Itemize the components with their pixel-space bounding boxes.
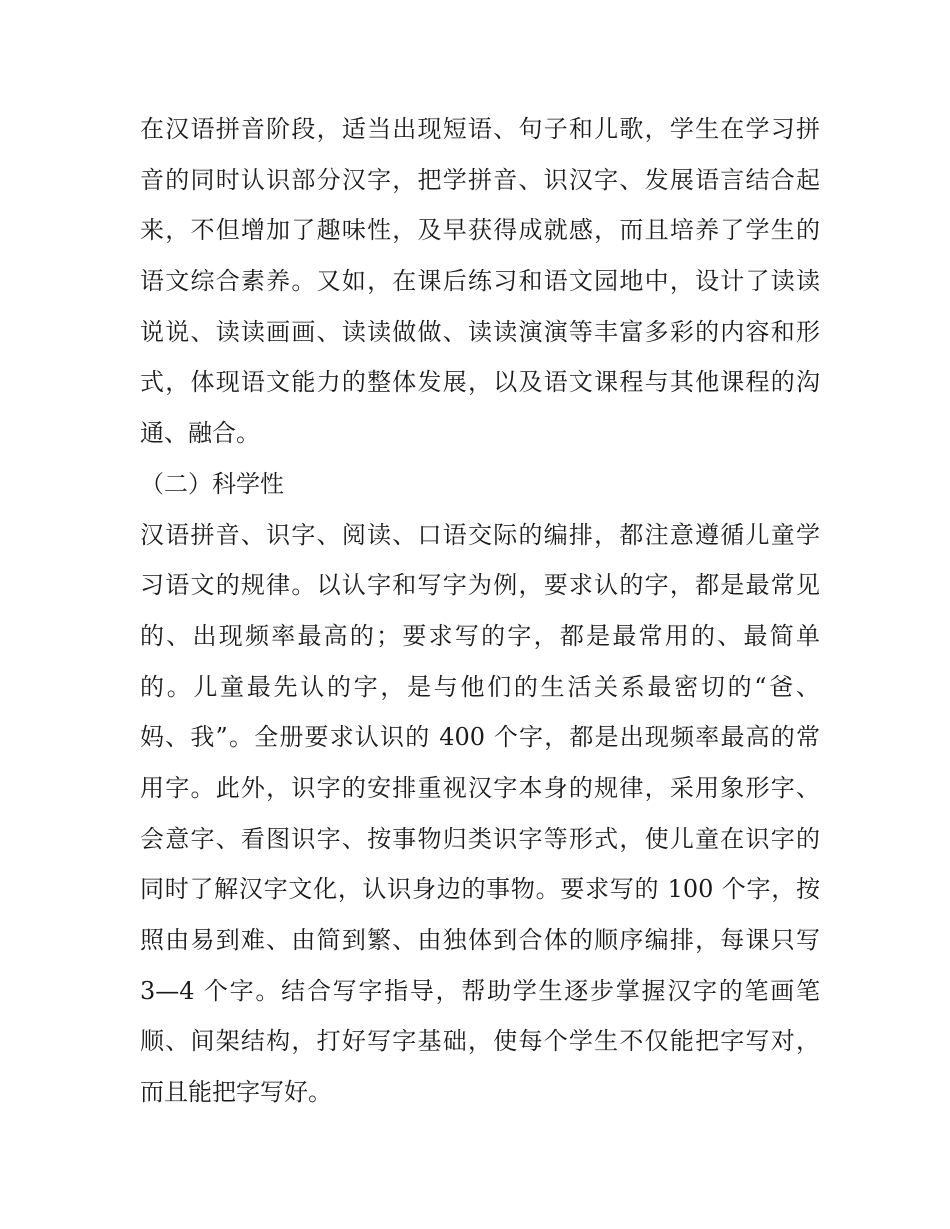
paragraph-line: 的、出现频率最高的；要求写的字，都是最常用的、最简单 bbox=[140, 621, 820, 650]
paragraph-line: 汉语拼音、识字、阅读、口语交际的编排，都注意遵循儿童学 bbox=[140, 520, 820, 549]
paragraph-line: 通、融合。 bbox=[140, 419, 260, 448]
section-heading: （二）科学性 bbox=[140, 469, 284, 498]
paragraph-line: 来，不但增加了趣味性，及早获得成就感，而且培养了学生的 bbox=[140, 216, 820, 245]
paragraph-line: 的。儿童最先认的字，是与他们的生活关系最密切的“爸、 bbox=[140, 672, 820, 701]
paragraph-line: 照由易到难、由简到繁、由独体到合体的顺序编排，每课只写 bbox=[140, 926, 820, 954]
paragraph-line: 说说、读读画画、读读做做、读读演演等丰富多彩的内容和形 bbox=[140, 317, 820, 346]
paragraph-line: 而且能把字写好。 bbox=[140, 1078, 332, 1107]
paragraph-line: 习语文的规律。以认字和写字为例，要求认的字，都是最常见 bbox=[140, 571, 820, 600]
paragraph-line: 用字。此外，识字的安排重视汉字本身的规律，采用象形字、 bbox=[140, 773, 820, 802]
paragraph-line: 会意字、看图识字、按事物归类识字等形式，使儿童在识字的 bbox=[140, 824, 820, 853]
paragraph-line: 顺、间架结构，打好写字基础，使每个学生不仅能把字写对， bbox=[140, 1027, 820, 1056]
paragraph-line: 语文综合素养。又如，在课后练习和语文园地中，设计了读读 bbox=[140, 267, 820, 296]
paragraph-line: 音的同时认识部分汉字，把学拼音、识汉字、发展语言结合起 bbox=[140, 165, 820, 194]
paragraph-line: 妈、我”。全册要求认识的 400 个字，都是出现频率最高的常 bbox=[140, 723, 820, 752]
paragraph-line: 在汉语拼音阶段，适当出现短语、句子和儿歌，学生在学习拼 bbox=[140, 115, 820, 143]
paragraph-line: 式，体现语文能力的整体发展，以及语文课程与其他课程的沟 bbox=[140, 368, 820, 397]
body-text bbox=[140, 104, 820, 1118]
paragraph-line: 同时了解汉字文化，认识身边的事物。要求写的 100 个字，按 bbox=[140, 875, 820, 904]
paragraph-line: 3—4 个字。结合写字指导，帮助学生逐步掌握汉字的笔画笔 bbox=[140, 976, 820, 1005]
